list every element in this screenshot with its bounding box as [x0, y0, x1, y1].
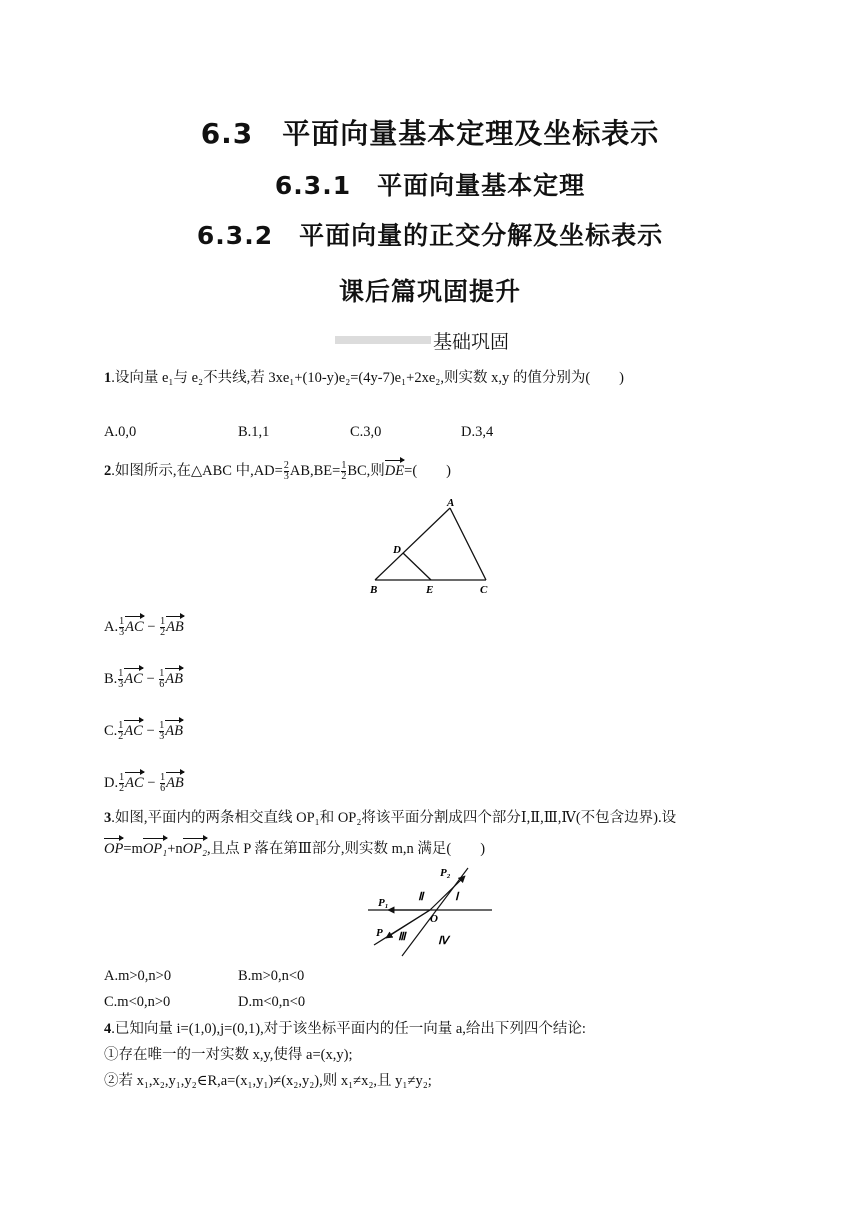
q3-option-a[interactable]: A.m>0,n>0 [104, 968, 172, 984]
question-text: .如图所示,在△ABC 中,AD= [111, 463, 283, 479]
question-number: 3 [104, 810, 112, 826]
question-4-line-2: ①存在唯一的一对实数 x,y,使得 a=(x,y); [104, 1047, 353, 1063]
q2-option-d[interactable]: D. $\frac{1}{2}$ AC − $\frac{1}{6}$ AB [104, 770, 184, 794]
q1-option-d[interactable]: D.3,4 [461, 424, 494, 440]
label-b: B [370, 584, 378, 596]
q2-option-b[interactable]: B. $\frac{1}{3}$ AC − $\frac{1}{6}$ AB [104, 666, 183, 690]
title-subsection-1: 6.3.1 平面向量基本定理 [274, 171, 586, 200]
q1-option-a[interactable]: A.0,0 [104, 424, 137, 440]
q3-option-d[interactable]: D.m<0,n<0 [238, 994, 306, 1010]
fraction: $\frac{1}{2}$ [341, 460, 347, 483]
q1-option-b[interactable]: B.1,1 [238, 424, 270, 440]
q2-option-c[interactable]: C. $\frac{1}{2}$ AC − $\frac{1}{3}$ AB [104, 718, 183, 742]
label-d: D [393, 544, 401, 556]
fraction: $\frac{2}{3}$ [283, 460, 289, 483]
title-subsection-2: 6.3.2 平面向量的正交分解及坐标表示 [196, 221, 664, 250]
question-number: 1 [104, 370, 112, 386]
q3-option-b[interactable]: B.m>0,n<0 [238, 968, 305, 984]
question-text: AB,BE= [289, 463, 341, 479]
question-4-line-3: ②若 x₁,x₂,y₁,y₂∈R,a=(x₁,y₁)≠(x₂,y₂),则 x₁≠x₂,且 y₁≠y₂; [104, 1073, 432, 1089]
q1-option-c[interactable]: C.3,0 [350, 424, 382, 440]
question-text: .如图,平面内的两条相交直线 OP₁和 OP₂将该平面分割成四个部分Ⅰ,Ⅱ,Ⅲ,Ⅳ(不包含边界).设 [111, 810, 677, 826]
question-text: =( ) [404, 463, 451, 479]
question-number: 4 [104, 1021, 112, 1037]
title-section: 6.3 平面向量基本定理及坐标表示 [200, 117, 660, 150]
section-bar [335, 336, 431, 344]
question-number: 2 [104, 463, 112, 479]
intersecting-lines-figure [360, 862, 500, 962]
section-label: 基础巩固 [433, 330, 510, 353]
label-region-1: Ⅰ [455, 891, 459, 903]
label-p: P [376, 927, 383, 939]
label-e: E [426, 584, 434, 596]
label-c: C [480, 584, 488, 596]
question-text: BC,则 [347, 463, 385, 479]
label-a: A [447, 497, 455, 509]
label-region-3: Ⅲ [398, 931, 406, 943]
triangle-figure [360, 495, 500, 600]
q3-option-c[interactable]: C.m<0,n>0 [104, 994, 171, 1010]
label-p1: P₁ [378, 897, 389, 909]
question-2 [104, 458, 451, 482]
section-header [335, 326, 509, 354]
title-exercise: 课后篇巩固提升 [338, 277, 521, 306]
question-3-line-2: OP=mOP₁+nOP₂,且点 P 落在第Ⅲ部分,则实数 m,n 满足( ) [104, 836, 485, 859]
question-3-line-1 [104, 808, 676, 828]
question-4-line-1 [104, 1019, 586, 1039]
label-region-2: Ⅱ [418, 891, 424, 903]
q2-option-a[interactable]: A. $\frac{1}{3}$ AC − $\frac{1}{2}$ AB [104, 614, 184, 638]
label-region-4: Ⅳ [438, 935, 449, 947]
label-o: O [430, 913, 438, 925]
vector: DE [385, 458, 404, 481]
question-1 [104, 368, 624, 388]
question-text: .已知向量 i=(1,0),j=(0,1),对于该坐标平面内的任一向量 a,给出下列四个结论: [111, 1021, 586, 1037]
label-p2: P₂ [440, 867, 451, 879]
question-text: .设向量 e₁与 e₂不共线,若 3xe₁+(10-y)e₂=(4y-7)e₁+2xe₂,则实数 x,y 的值分别为( ) [111, 370, 624, 386]
